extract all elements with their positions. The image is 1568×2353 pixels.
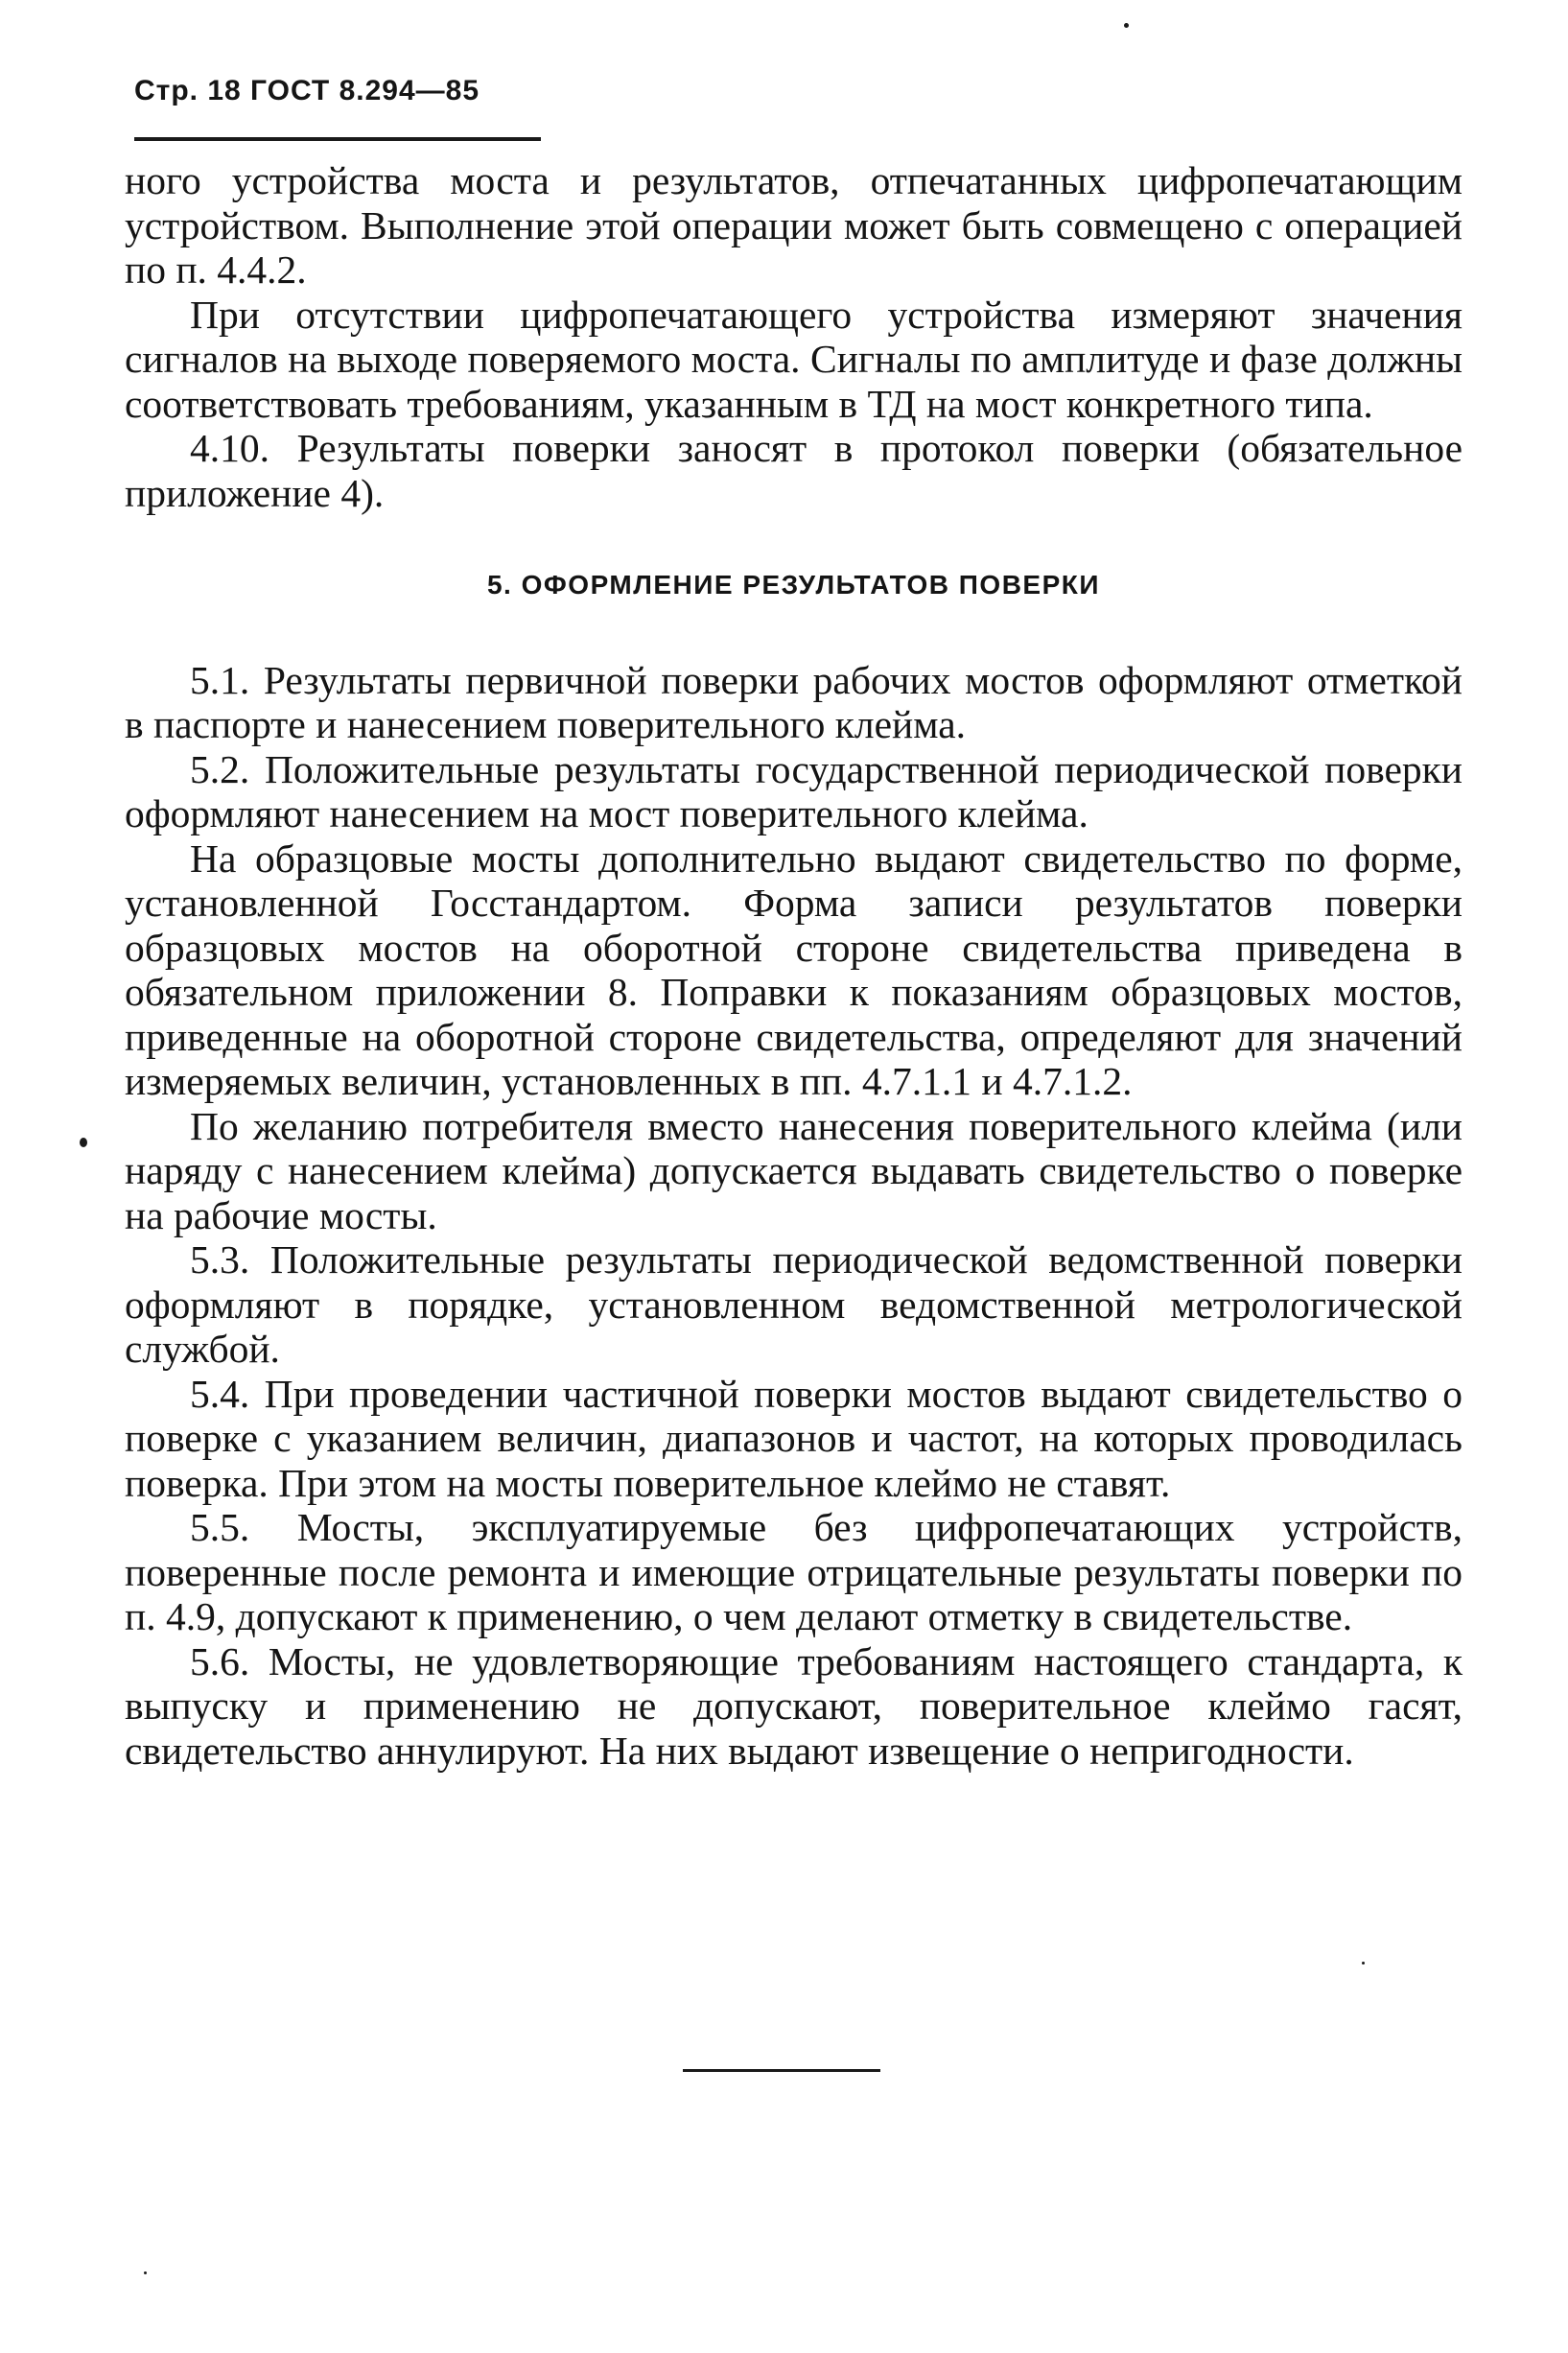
paragraph-5-2: 5.2. Положительные результаты государственной периодической поверки оформляют нанесением на мост поверительного клейма. — [125, 746, 1463, 835]
paragraph-5-4: 5.4. При проведении частичной поверки мостов выдают свидетельство о поверке с указанием величин, диапазонов и частот, на которых проводилась поверка. При этом на мосты поверительное клеймо не ставят. — [125, 1371, 1463, 1505]
section-title: 5. ОФОРМЛЕНИЕ РЕЗУЛЬТАТОВ ПОВЕРКИ — [486, 570, 1100, 600]
end-rule — [683, 2069, 880, 2072]
scan-speck — [144, 2271, 147, 2274]
scan-speck — [1124, 23, 1129, 28]
paragraph-5-3: 5.3. Положительные результаты периодической ведомственной поверки оформляют в порядке, установленном ведомственной метрологической службой. — [125, 1237, 1463, 1371]
paragraph-4-10: 4.10. Результаты поверки заносят в протокол поверки (обязательное приложение 4). — [125, 426, 1463, 515]
header-rule — [134, 137, 541, 141]
paragraph-5-1: 5.1. Результаты первичной поверки рабочих мостов оформляют отметкой в паспорте и нанесением поверительного клейма. — [125, 657, 1463, 746]
body-text — [125, 158, 1463, 1773]
paragraph-continuation: ного устройства моста и результатов, отпечатанных цифропечатающим устройством. Выполнение этой операции может быть совмещено с операцией по п. 4.4.2. — [125, 158, 1463, 292]
paragraph-consumer-request: По желанию потребителя вместо нанесения поверительного клейма (или наряду с нанесением клейма) допускается выдавать свидетельство о поверке на рабочие мосты. — [125, 1103, 1463, 1237]
running-head: Стр. 18 ГОСТ 8.294—85 — [134, 75, 480, 106]
paragraph-5-6: 5.6. Мосты, не удовлетворяющие требованиям настоящего стандарта, к выпуску и применению не допускают, поверительное клеймо гасят, свидетельство аннулируют. На них выдают извещение о непригодности. — [125, 1638, 1463, 1773]
paragraph: При отсутствии цифропечатающего устройства измеряют значения сигналов на выходе поверяемого моста. Сигналы по амплитуде и фазе должны соответствовать требованиям, указанным в ТД на мост конкретного типа. — [125, 292, 1463, 426]
scan-speck — [1362, 1962, 1365, 1965]
scan-speck — [80, 1138, 87, 1147]
paragraph-5-5: 5.5. Мосты, эксплуатируемые без цифропечатающих устройств, поверенные после ремонта и имеющие отрицательные результаты поверки по п. 4.9, допускают к применению, о чем делают отметку в свидетельстве. — [125, 1505, 1463, 1638]
paragraph-certificate: На образцовые мосты дополнительно выдают свидетельство по форме, установленной Госстандартом. Форма записи результатов поверки образцовых мостов на оборотной стороне свидетельства приведена в обязательном приложении 8. Поправки к показаниям образцовых мостов, приведенные на оборотной стороне свидетельства, определяют для значений измеряемых величин, установленных в пп. 4.7.1.1 и 4.7.1.2. — [125, 835, 1463, 1103]
